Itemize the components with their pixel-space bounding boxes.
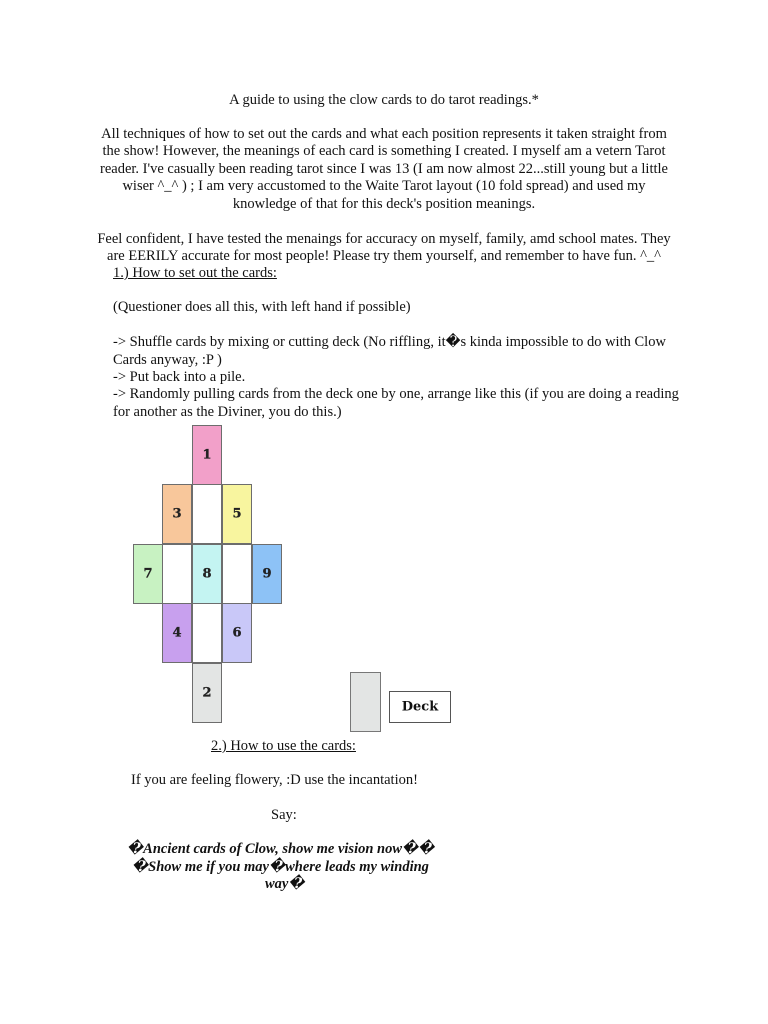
intro-line: All techniques of how to set out the cards and what each position represents it taken straight from: [101, 126, 667, 142]
spread-blank-cell: [162, 544, 192, 604]
questioner-note: (Questioner does all this, with left hand if possible): [113, 299, 411, 315]
deck-pile: [350, 672, 381, 732]
card-number: 6: [232, 625, 242, 641]
spread-blank-cell: [192, 603, 222, 663]
step-line: Cards anyway, :P ): [113, 352, 222, 368]
say-label: Say:: [271, 807, 297, 823]
card-number: 7: [143, 566, 153, 582]
card-number: 8: [202, 566, 212, 582]
section2-heading: 2.) How to use the cards:: [211, 738, 356, 754]
step-line: -> Randomly pulling cards from the deck one by one, arrange like this (if you are doing a reading: [113, 386, 679, 402]
card-position-9: [252, 544, 282, 604]
card-number: 1: [202, 447, 212, 463]
confidence-line: Feel confident, I have tested the menaings for accuracy on myself, family, amd school mates. They: [97, 231, 671, 247]
deck-label: Deck: [401, 699, 439, 715]
card-position-1: [192, 425, 222, 485]
document-title: A guide to using the clow cards to do tarot readings.*: [229, 92, 539, 108]
card-number: 9: [262, 566, 272, 582]
intro-line: reader. I've casually been reading tarot since I was 13 (I am now almost 22...still young but a little: [100, 161, 668, 177]
section1-heading: 1.) How to set out the cards:: [113, 265, 277, 281]
flowery-line: If you are feeling flowery, :D use the incantation!: [131, 772, 418, 788]
intro-line: knowledge of that for this deck's position meanings.: [232, 196, 536, 212]
card-position-4: [162, 603, 192, 663]
incantation-line: way�: [265, 876, 305, 892]
card-number: 2: [202, 685, 212, 701]
card-position-7: [133, 544, 163, 604]
step-line: -> Put back into a pile.: [113, 369, 246, 385]
incantation-line: �Show me if you may�where leads my winding: [132, 859, 429, 875]
card-position-5: [222, 484, 252, 544]
card-number: 4: [172, 625, 182, 641]
card-number: 3: [172, 506, 182, 522]
deck-label-box: [389, 691, 451, 723]
intro-line: the show! However, the meanings of each card is something I created. I myself am a vetern Tarot: [102, 143, 666, 159]
confidence-line: are EERILY accurate for most people! Please try them yourself, and remember to have fun. ^_^: [107, 248, 661, 264]
card-position-8: [192, 544, 222, 604]
card-number: 5: [232, 506, 242, 522]
step-line: for another as the Diviner, you do this.): [113, 404, 342, 420]
spread-blank-cell: [192, 484, 222, 544]
spread-blank-cell: [222, 544, 252, 604]
card-position-3: [162, 484, 192, 544]
intro-line: wiser ^_^ ) ; I am very accustomed to the Waite Tarot layout (10 fold spread) and used my: [122, 178, 646, 194]
step-line: -> Shuffle cards by mixing or cutting deck (No riffling, it�s kinda impossible to do with Clow: [113, 334, 666, 350]
incantation-line: �Ancient cards of Clow, show me vision now��: [127, 841, 435, 857]
card-position-6: [222, 603, 252, 663]
card-position-2: [192, 663, 222, 723]
